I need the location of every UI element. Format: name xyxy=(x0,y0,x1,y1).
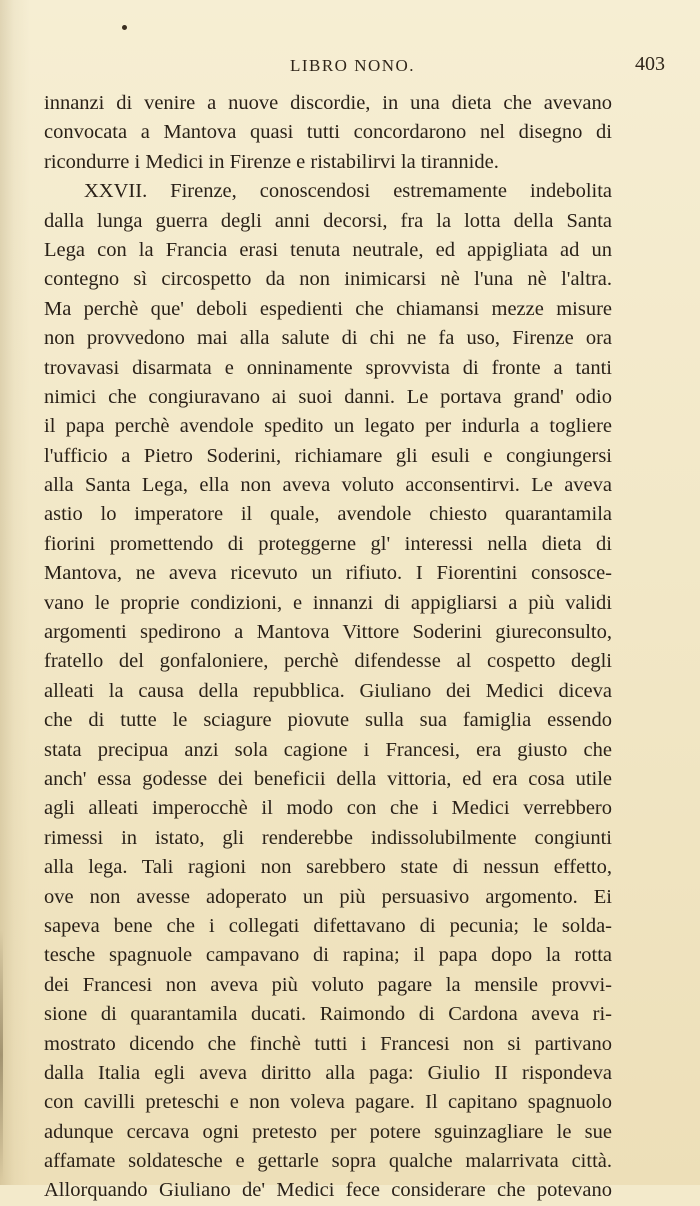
text-line: il papa perchè avendole spedito un legato per indurla a togliere xyxy=(44,415,612,438)
text-line: stata precipua anzi sola cagione i Francesi, era giusto che xyxy=(44,738,612,761)
page-header xyxy=(40,53,665,80)
text-line: tesche spagnuole campavano di rapina; il papa dopo la rotta xyxy=(44,944,612,967)
text-line: affamate soldatesche e gettarle sopra qualche malarrivata città. xyxy=(44,1150,612,1173)
text-line: fiorini promettendo di proteggerne gl' interessi nella dieta di xyxy=(44,532,612,555)
spine-shadow xyxy=(0,930,3,1180)
text-line: Lega con la Francia erasi tenuta neutrale, ed appigliata ad un xyxy=(44,238,612,261)
text-line: con cavilli preteschi e non voleva pagare. Il capitano spagnuolo xyxy=(44,1091,612,1114)
text-line: trovavasi disarmata e onninamente sprovvista di fronte a tanti xyxy=(44,356,612,379)
text-line: dei Francesi non aveva più voluto pagare la mensile provvi- xyxy=(44,973,612,996)
text-line: sapeva bene che i collegati difettavano di pecunia; le solda- xyxy=(44,914,612,937)
text-line: Allorquando Giuliano de' Medici fece considerare che potevano xyxy=(44,1179,612,1202)
text-line: alla lega. Tali ragioni non sarebbero state di nessun effetto, xyxy=(44,856,612,879)
paragraph-start-line: XXVII. Firenze, conoscendosi estremamente indebolita xyxy=(84,180,612,203)
text-line: astio lo imperatore il quale, avendole chiesto quarantamila xyxy=(44,503,612,526)
text-line: sione di quarantamila ducati. Raimondo di Cardona aveva ri- xyxy=(44,1003,612,1026)
text-line: l'ufficio a Pietro Soderini, richiamare gli esuli e congiungersi xyxy=(44,444,612,467)
text-line: rimessi in istato, gli renderebbe indissolubilmente congiunti xyxy=(44,826,612,849)
text-line: alla Santa Lega, ella non aveva voluto acconsentirvi. Le aveva xyxy=(44,474,612,497)
text-line: dalla lunga guerra degli anni decorsi, fra la lotta della Santa xyxy=(44,209,612,232)
text-line: agli alleati imperocchè il modo con che i Medici verrebbero xyxy=(44,797,612,820)
text-line: convocata a Mantova quasi tutti concordarono nel disegno di xyxy=(44,121,612,144)
text-line: adunque cercava ogni pretesto per potere sguinzagliare le sue xyxy=(44,1120,612,1143)
text-line: che di tutte le sciagure piovute sulla sua famiglia essendo xyxy=(44,709,612,732)
text-line: contegno sì circospetto da non inimicarsi nè l'una nè l'altra. xyxy=(44,268,612,291)
text-line: vano le proprie condizioni, e innanzi di appigliarsi a più validi xyxy=(44,591,612,614)
body-text xyxy=(44,89,612,1206)
text-line: ove non avesse adoperato un più persuasivo argomento. Ei xyxy=(44,885,612,908)
ink-speck xyxy=(122,25,127,30)
text-line: fratello del gonfaloniere, perchè difendesse al cospetto degli xyxy=(44,650,612,673)
text-line: nimici che congiuravano ai suoi danni. Le portava grand' odio xyxy=(44,385,612,408)
text-line: argomenti spedirono a Mantova Vittore Soderini giureconsulto, xyxy=(44,621,612,644)
text-line: mostrato dicendo che finchè tutti i Francesi non si partivano xyxy=(44,1032,612,1055)
running-title: LIBRO NONO. xyxy=(289,56,416,75)
text-line: Mantova, ne aveva ricevuto un rifiuto. I Fiorentini consosce- xyxy=(44,562,612,585)
text-line: innanzi di venire a nuove discordie, in una dieta che avevano xyxy=(44,92,612,114)
text-line: anch' essa godesse dei beneficii della vittoria, ed era cosa utile xyxy=(44,767,612,790)
page-number: 403 xyxy=(635,53,665,75)
text-line: alleati la causa della repubblica. Giuliano dei Medici diceva xyxy=(44,679,612,702)
text-line: dalla Italia egli aveva diritto alla paga: Giulio II rispondeva xyxy=(44,1061,612,1084)
text-line: Ma perchè que' deboli espedienti che chiamansi mezze misure xyxy=(44,297,612,320)
text-line: ricondurre i Medici in Firenze e ristabilirvi la tirannide. xyxy=(44,150,499,173)
text-line: non provvedono mai alla salute di chi ne fa uso, Firenze ora xyxy=(44,327,612,350)
